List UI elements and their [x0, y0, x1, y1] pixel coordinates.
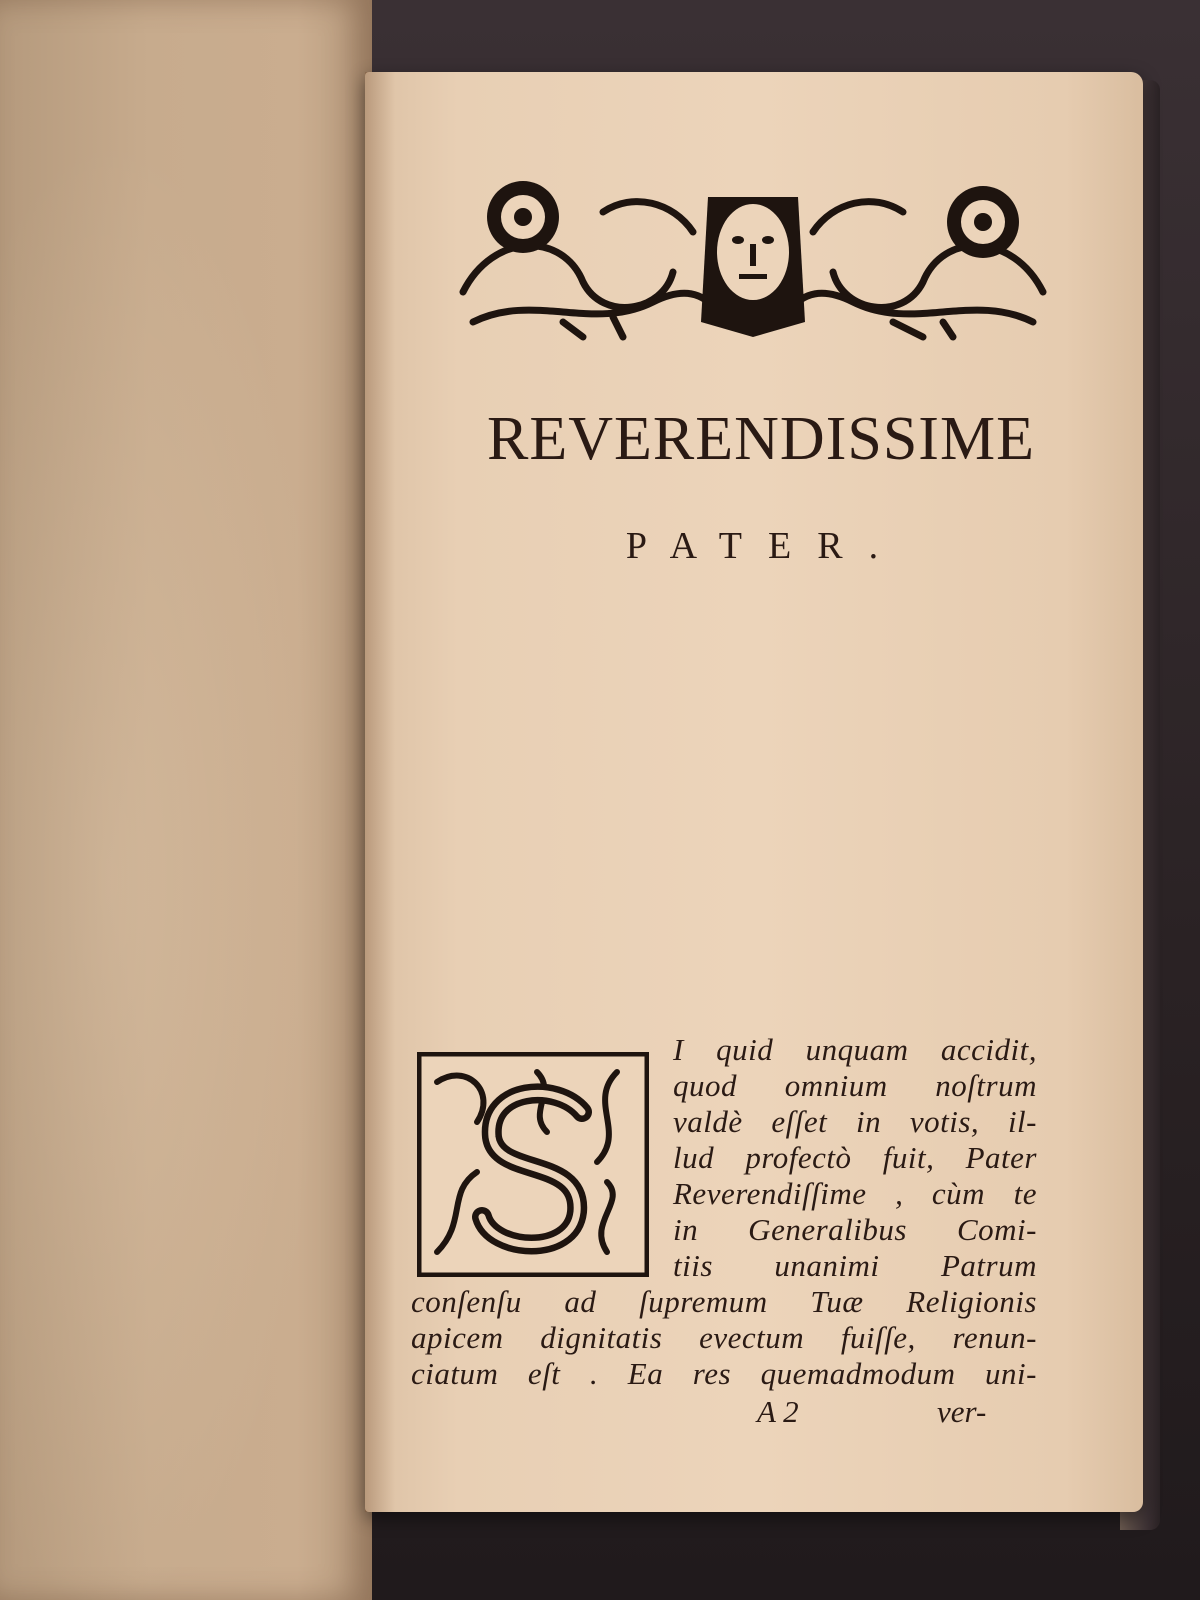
- text-line-7: tiis unanimi Patrum: [673, 1248, 1037, 1283]
- page-title: REVERENDISSIME: [487, 405, 1035, 473]
- text-line-10: ciatum eſt . Ea res quemadmodum uni-: [411, 1356, 1037, 1391]
- text-line-2: quod omnium noſtrum: [673, 1068, 1037, 1103]
- text-line-8: conſenſu ad ſupremum Tuæ Religionis: [411, 1284, 1037, 1319]
- right-page: [365, 72, 1143, 1512]
- decorated-initial-icon: [417, 1052, 649, 1277]
- text-line-3: valdè eſſet in votis, il-: [673, 1104, 1037, 1139]
- catchword: ver-: [937, 1394, 987, 1429]
- left-page: [0, 0, 372, 1600]
- gutter-shadow: [365, 72, 395, 1512]
- text-line-6: in Generalibus Comi-: [673, 1212, 1037, 1247]
- text-line-5: Reverendiſſime , cùm te: [673, 1176, 1037, 1211]
- page-subtitle: PATER.: [625, 525, 905, 567]
- text-line-4: lud profectò fuit, Pater: [673, 1140, 1037, 1175]
- text-line-9: apicem dignitatis evectum fuiſſe, renun-: [411, 1320, 1037, 1355]
- woodcut-headpiece-icon: [453, 172, 1053, 342]
- signature-mark: A 2: [757, 1394, 799, 1429]
- text-line-1: I quid unquam accidit,: [673, 1032, 1037, 1067]
